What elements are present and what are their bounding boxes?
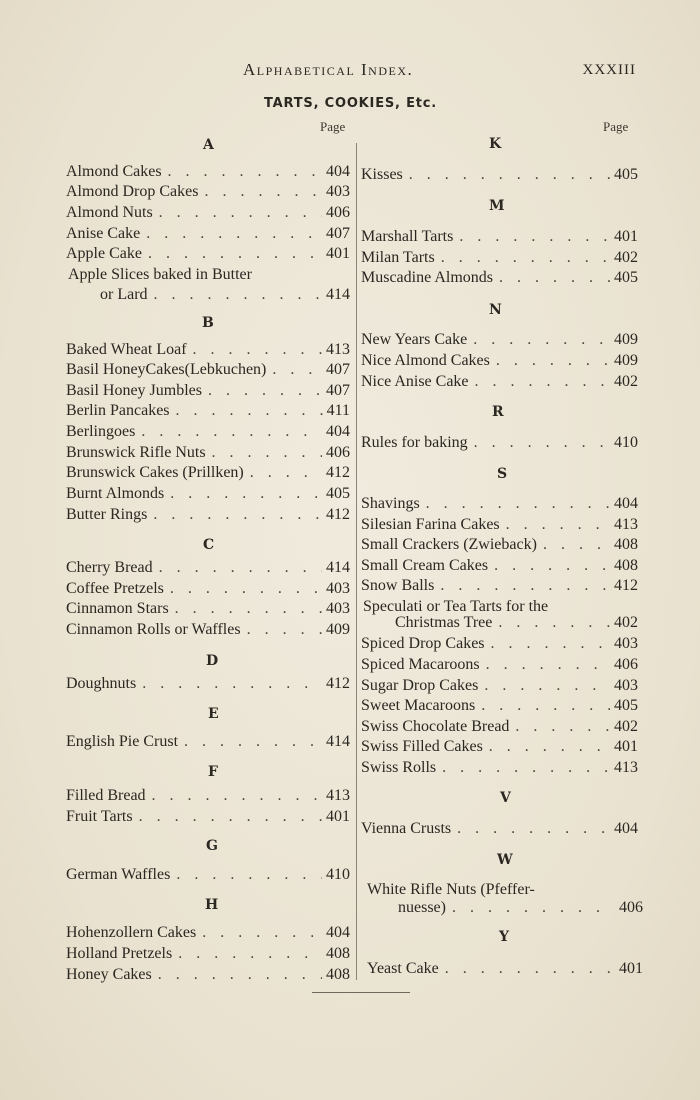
entry-name: Spiced Drop Cakes <box>361 635 485 652</box>
entry-page: 401 <box>614 738 638 755</box>
entry-page: 401 <box>326 808 350 825</box>
entry-name: Baked Wheat Loaf <box>66 341 187 358</box>
index-entry <box>361 758 638 778</box>
leader-dots <box>241 620 322 640</box>
entry-page: 413 <box>326 341 350 358</box>
entry-name: Burnt Almonds <box>66 485 165 502</box>
entry-name: Marshall Tarts <box>361 228 454 245</box>
index-entry <box>361 556 638 576</box>
entry-page: 408 <box>614 557 638 574</box>
index-entry <box>367 959 643 979</box>
leader-dots <box>451 819 610 839</box>
index-entry <box>66 381 350 401</box>
leader-dots <box>403 165 610 185</box>
index-entry <box>361 165 638 185</box>
leader-dots <box>467 330 610 350</box>
letter-heading-m: M <box>489 198 505 214</box>
index-entry <box>66 182 350 202</box>
letter-heading-a: A <box>203 137 214 153</box>
entry-name: Vienna Crusts <box>361 820 452 837</box>
section-title: TARTS, COOKIES, Etc. <box>264 96 438 111</box>
entry-name: Sweet Macaroons <box>361 697 476 714</box>
entry-name: Swiss Chocolate Bread <box>361 718 510 735</box>
leader-dots <box>153 203 322 223</box>
entry-page: 402 <box>614 373 638 390</box>
index-entry <box>66 203 350 223</box>
column-divider <box>356 143 357 980</box>
entry-name: Spiced Macaroons <box>361 656 480 673</box>
leader-dots <box>170 401 323 421</box>
entry-name: New Years Cake <box>361 331 468 348</box>
entry-page: 412 <box>326 506 350 523</box>
index-entry <box>361 494 638 514</box>
entry-name-continued: nuesse) <box>398 899 446 916</box>
entry-page: 404 <box>614 820 638 837</box>
entry-name: Butter Rings <box>66 506 148 523</box>
letter-heading-k: K <box>489 136 502 152</box>
entry-page: 412 <box>614 577 638 594</box>
index-entry <box>361 676 638 696</box>
entry-page: 409 <box>614 331 638 348</box>
leader-dots <box>434 576 610 596</box>
entry-page: 407 <box>326 225 350 242</box>
letter-heading-n: N <box>489 302 502 318</box>
entry-page: 410 <box>614 434 638 451</box>
entry-page: 403 <box>326 183 350 200</box>
entry-page: 405 <box>614 166 638 183</box>
entry-name: Apple Slices baked in Butter <box>68 266 252 283</box>
index-entry <box>66 558 350 578</box>
entry-page: 406 <box>614 656 638 673</box>
entry-page: 402 <box>614 614 638 631</box>
entry-page: 407 <box>326 382 350 399</box>
leader-dots <box>206 443 322 463</box>
entry-page: 404 <box>326 924 350 941</box>
index-entry <box>361 819 638 839</box>
leader-dots <box>500 515 610 535</box>
index-entry <box>66 923 350 943</box>
entry-page: 412 <box>326 675 350 692</box>
leader-dots <box>492 613 610 633</box>
leader-dots <box>172 944 322 964</box>
entry-name: Doughnuts <box>66 675 137 692</box>
entry-name: Silesian Farina Cakes <box>361 516 500 533</box>
index-entry <box>66 422 350 442</box>
index-entry <box>66 244 350 264</box>
entry-name: Almond Nuts <box>66 204 153 221</box>
leader-dots <box>244 463 322 483</box>
index-entry <box>66 463 350 483</box>
leader-dots <box>169 599 322 619</box>
leader-dots <box>152 965 322 985</box>
leader-dots <box>509 717 610 737</box>
letter-heading-s: S <box>497 466 508 482</box>
entry-page: 404 <box>614 495 638 512</box>
index-entry <box>361 717 638 737</box>
entry-page: 414 <box>326 559 350 576</box>
index-entry <box>66 865 350 885</box>
index-entry <box>361 535 638 555</box>
index-entry <box>395 613 638 633</box>
index-entry <box>361 576 638 596</box>
letter-heading-v: V <box>500 790 511 806</box>
index-entry <box>66 732 350 752</box>
entry-page: 402 <box>614 249 638 266</box>
entry-name: Snow Balls <box>361 577 435 594</box>
entry-name: Anise Cake <box>66 225 141 242</box>
index-entry <box>398 898 643 918</box>
letter-heading-d: D <box>206 653 219 669</box>
leader-dots <box>202 381 322 401</box>
entry-page: 405 <box>614 697 638 714</box>
leader-dots <box>153 558 322 578</box>
leader-dots <box>196 923 322 943</box>
entry-name: Speculati or Tea Tarts for the <box>363 598 549 615</box>
entry-page: 408 <box>614 536 638 553</box>
entry-name: Small Cream Cakes <box>361 557 489 574</box>
letter-heading-h: H <box>205 897 219 913</box>
index-entry <box>361 634 638 654</box>
entry-name: German Waffles <box>66 866 171 883</box>
entry-name: Kisses <box>361 166 403 183</box>
entry-name: Swiss Filled Cakes <box>361 738 483 755</box>
entry-name: Filled Bread <box>66 787 146 804</box>
index-entry <box>66 401 350 421</box>
leader-dots <box>480 655 610 675</box>
letter-heading-b: B <box>202 315 214 331</box>
leader-dots <box>478 676 610 696</box>
index-entry <box>361 330 638 350</box>
leader-dots <box>485 634 610 654</box>
entry-name: Basil Honey Jumbles <box>66 382 202 399</box>
letter-heading-e: E <box>208 706 219 722</box>
leader-dots <box>162 162 322 182</box>
entry-name: Honey Cakes <box>66 966 152 983</box>
leader-dots <box>420 494 610 514</box>
leader-dots <box>142 244 322 264</box>
entry-page: 405 <box>614 269 638 286</box>
entry-name: Hohenzollern Cakes <box>66 924 197 941</box>
entry-page: 404 <box>326 423 350 440</box>
index-entry <box>361 227 638 247</box>
leader-dots <box>146 786 322 806</box>
entry-page: 401 <box>326 245 350 262</box>
index-entry <box>66 360 350 380</box>
entry-name: Fruit Tarts <box>66 808 133 825</box>
leader-dots <box>436 758 610 778</box>
entry-name: Brunswick Rifle Nuts <box>66 444 206 461</box>
leader-dots <box>468 433 610 453</box>
index-entry <box>361 515 638 535</box>
index-entry <box>66 620 350 640</box>
leader-dots <box>435 248 610 268</box>
leader-dots <box>475 696 610 716</box>
entry-page: 413 <box>326 787 350 804</box>
entry-name: Berlin Pancakes <box>66 402 170 419</box>
leader-dots <box>133 807 322 827</box>
entry-name-continued: or Lard <box>100 286 148 303</box>
entry-page: 407 <box>326 361 350 378</box>
leader-dots <box>164 579 322 599</box>
leader-dots <box>537 535 610 555</box>
letter-heading-r: R <box>492 404 504 420</box>
leader-dots <box>135 422 322 442</box>
entry-page: 403 <box>326 600 350 617</box>
entry-page: 401 <box>614 228 638 245</box>
entry-name: Rules for baking <box>361 434 468 451</box>
entry-page: 409 <box>326 621 350 638</box>
leader-dots <box>136 674 322 694</box>
letter-heading-w: W <box>497 852 513 868</box>
entry-name: Cinnamon Stars <box>66 600 169 617</box>
entry-page: 412 <box>326 464 350 481</box>
entry-name: Shavings <box>361 495 420 512</box>
entry-name: White Rifle Nuts (Pfeffer- <box>367 881 535 898</box>
entry-name: Sugar Drop Cakes <box>361 677 479 694</box>
index-entry <box>66 807 350 827</box>
leader-dots <box>490 351 610 371</box>
index-entry <box>361 268 638 288</box>
index-entry <box>66 674 350 694</box>
index-entry <box>361 351 638 371</box>
leader-dots <box>178 732 322 752</box>
leader-dots <box>453 227 610 247</box>
right-page-column-label: Page <box>603 119 629 134</box>
entry-page: 413 <box>614 516 638 533</box>
entry-name: Yeast Cake <box>367 960 439 977</box>
index-entry <box>361 372 638 392</box>
entry-name: Nice Anise Cake <box>361 373 469 390</box>
entry-name: Nice Almond Cakes <box>361 352 490 369</box>
index-entry <box>66 944 350 964</box>
entry-page: 406 <box>326 444 350 461</box>
index-entry <box>66 162 350 182</box>
leader-dots <box>483 737 610 757</box>
entry-page: 411 <box>326 402 350 419</box>
entry-page: 409 <box>614 352 638 369</box>
index-entry <box>361 655 638 675</box>
letter-heading-y: Y <box>499 929 509 945</box>
entry-page: 414 <box>326 733 350 750</box>
entry-name: Basil HoneyCakes(Lebkuchen) <box>66 361 267 378</box>
entry-page: 403 <box>614 677 638 694</box>
index-entry <box>361 248 638 268</box>
entry-name: Holland Pretzels <box>66 945 173 962</box>
entry-page: 410 <box>326 866 350 883</box>
entry-name: Almond Drop Cakes <box>66 183 199 200</box>
index-entry <box>66 599 350 619</box>
entry-name: Small Crackers (Zwieback) <box>361 536 537 553</box>
leader-dots <box>187 340 322 360</box>
entry-name: Cherry Bread <box>66 559 153 576</box>
index-entry <box>66 579 350 599</box>
entry-page: 402 <box>614 718 638 735</box>
leader-dots <box>266 360 322 380</box>
entry-name: Apple Cake <box>66 245 142 262</box>
entry-page: 404 <box>326 163 350 180</box>
leader-dots <box>446 898 615 918</box>
letter-heading-f: F <box>208 764 218 780</box>
left-page-column-label: Page <box>320 119 346 134</box>
footer-rule <box>312 992 410 993</box>
page-number: XXXIII <box>582 62 636 78</box>
entry-page: 401 <box>619 960 643 977</box>
entry-name: Berlingoes <box>66 423 136 440</box>
leader-dots <box>439 959 615 979</box>
index-entry <box>66 484 350 504</box>
entry-name-continued: Christmas Tree <box>395 614 493 631</box>
leader-dots <box>147 505 322 525</box>
leader-dots <box>198 182 322 202</box>
entry-name: Milan Tarts <box>361 249 435 266</box>
entry-page: 413 <box>614 759 638 776</box>
index-entry <box>361 737 638 757</box>
leader-dots <box>469 372 610 392</box>
entry-page: 414 <box>326 286 350 303</box>
index-entry <box>100 285 350 305</box>
leader-dots <box>164 484 322 504</box>
entry-page: 403 <box>326 580 350 597</box>
leader-dots <box>148 285 322 305</box>
entry-name: English Pie Crust <box>66 733 179 750</box>
entry-name: Almond Cakes <box>66 163 162 180</box>
entry-page: 406 <box>619 899 643 916</box>
entry-page: 408 <box>326 966 350 983</box>
index-entry <box>66 965 350 985</box>
index-entry <box>361 696 638 716</box>
index-entry <box>361 433 638 453</box>
entry-name: Cinnamon Rolls or Waffles <box>66 621 241 638</box>
leader-dots <box>488 556 610 576</box>
index-entry <box>66 224 350 244</box>
leader-dots <box>140 224 322 244</box>
letter-heading-g: G <box>206 838 218 854</box>
index-entry <box>66 443 350 463</box>
leader-dots <box>170 865 322 885</box>
entry-name: Swiss Rolls <box>361 759 437 776</box>
index-entry <box>66 340 350 360</box>
entry-name: Coffee Pretzels <box>66 580 164 597</box>
index-entry <box>66 786 350 806</box>
entry-name: Brunswick Cakes (Prillken) <box>66 464 244 481</box>
letter-heading-c: C <box>203 537 215 553</box>
entry-page: 408 <box>326 945 350 962</box>
leader-dots <box>493 268 610 288</box>
entry-page: 403 <box>614 635 638 652</box>
entry-name: Muscadine Almonds <box>361 269 493 286</box>
entry-page: 405 <box>326 485 350 502</box>
running-title: Alphabetical Index. <box>243 60 414 79</box>
entry-page: 406 <box>326 204 350 221</box>
index-entry <box>66 505 350 525</box>
